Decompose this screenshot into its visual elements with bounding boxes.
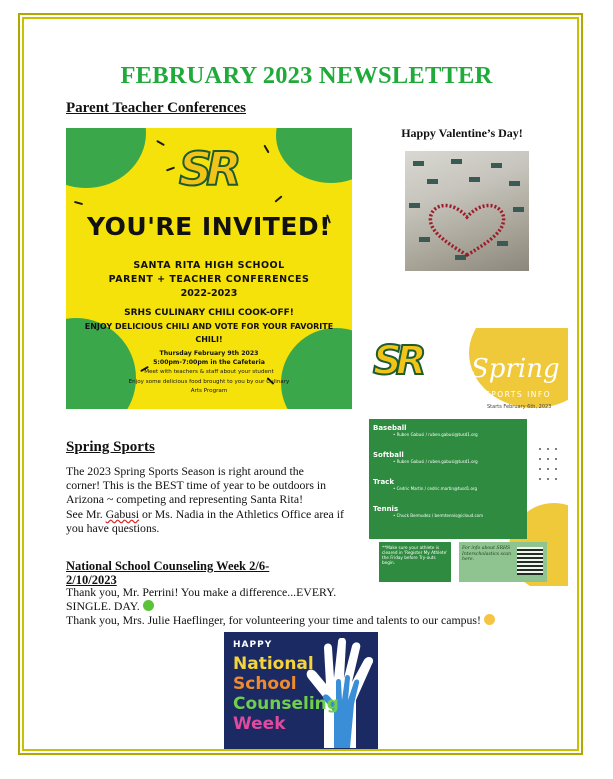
flyer-headline: YOU'RE INVITED! [86,212,332,241]
flyer-enjoy-line2: CHILI! [195,335,223,344]
register-athlete-note: **Make sure your athlete is cleared in 'Register My Athlete' the Friday before Try-outs begin. [379,542,451,582]
qr-code-icon [517,547,543,575]
conference-invitation-flyer [66,128,352,409]
rose-petal-heart [423,195,511,259]
qr-info-box [459,542,547,582]
sr-logo: SR [179,142,236,196]
green-blob [66,128,146,188]
sports-start-date: Starts February 6th, 2023 [487,404,552,410]
logo-counseling: Counseling [233,694,339,714]
sprinkle [156,140,165,146]
spring-sports-heading: Spring Sports [66,439,155,455]
qr-info-text: For info about SRHS Interscholastics scan here. [462,546,512,562]
spring-sports-text: The 2023 Spring Sports Season is right around the corner! This is the BEST time of year to be outdoors in Arizona ~ competing and representing Santa Rita! See Mr. Gabusi or Ms. Nadia in the Athletics Office area if you have questions. [66,464,344,535]
sports-title-caps: SPORTS INFO [485,390,552,399]
flyer-meet: Meet with teachers & staff about your student [144,369,274,375]
green-heart-icon [143,600,154,611]
flyer-time: 5:00pm-7:00pm in the Cafeteria [153,359,265,366]
flyer-event: PARENT + TEACHER CONFERENCES [108,274,310,285]
logo-week: Week [233,714,286,734]
conferences-heading: Parent Teacher Conferences [66,100,246,116]
flyer-school: SANTA RITA HIGH SCHOOL [133,260,285,271]
logo-school: School [233,674,297,694]
sr-logo: SR [373,338,421,384]
counseling-week-heading: National School Counseling Week 2/6- 2/10/2023 [66,559,270,587]
flyer-cookoff: SRHS CULINARY CHILI COOK-OFF! [124,308,294,318]
flyer-date: Thursday February 9th 2023 [159,350,259,357]
sprinkle [263,145,269,154]
sports-contacts-panel [369,419,527,539]
sport-entry: Softball • Ruben Gabusi / ruben.gabusi@tusd1.org [373,451,478,464]
sport-entry: Track • Cedric Martin / cedric.martin@tusd1.org [373,478,478,491]
newsletter-title: FEBRUARY 2023 NEWSLETTER [120,62,493,89]
logo-national: National [233,654,314,674]
counseling-week-logo [224,632,378,749]
sport-entry: Baseball • Ruben Gabusi / ruben.gabusi@tusd1.org [373,424,478,437]
yellow-heart-icon [484,614,495,625]
sport-entry: Tennis • Chuck Bermudez / bermtennis@icloud.com [373,505,484,518]
sprinkle [74,201,83,205]
counseling-thanks: Thank you, Mr. Perrini! You make a difference...EVERY. SINGLE. DAY. Thank you, Mrs. Julie Haeflinger, for volunteering your time and talents to our campus! [66,585,546,628]
flyer-year: 2022-2023 [180,288,238,299]
sprinkle [166,167,175,172]
valentine-caption: Happy Valentine’s Day! [401,126,523,140]
green-blob [276,128,352,183]
flyer-food-line2: Arts Program [190,388,228,394]
flyer-food-line1: Enjoy some delicious food brought to you by our Culinary [128,379,290,385]
sports-title-script: Spring [471,354,560,384]
spring-sports-info-flyer [359,328,568,586]
sprinkle [274,195,282,202]
logo-happy: HAPPY [233,640,273,650]
flyer-enjoy-line1: ENJOY DELICIOUS CHILI AND VOTE FOR YOUR FAVORITE [84,322,334,331]
misspelled-name: Gabusi [105,506,140,521]
valentine-rose-heart-photo [405,151,529,271]
